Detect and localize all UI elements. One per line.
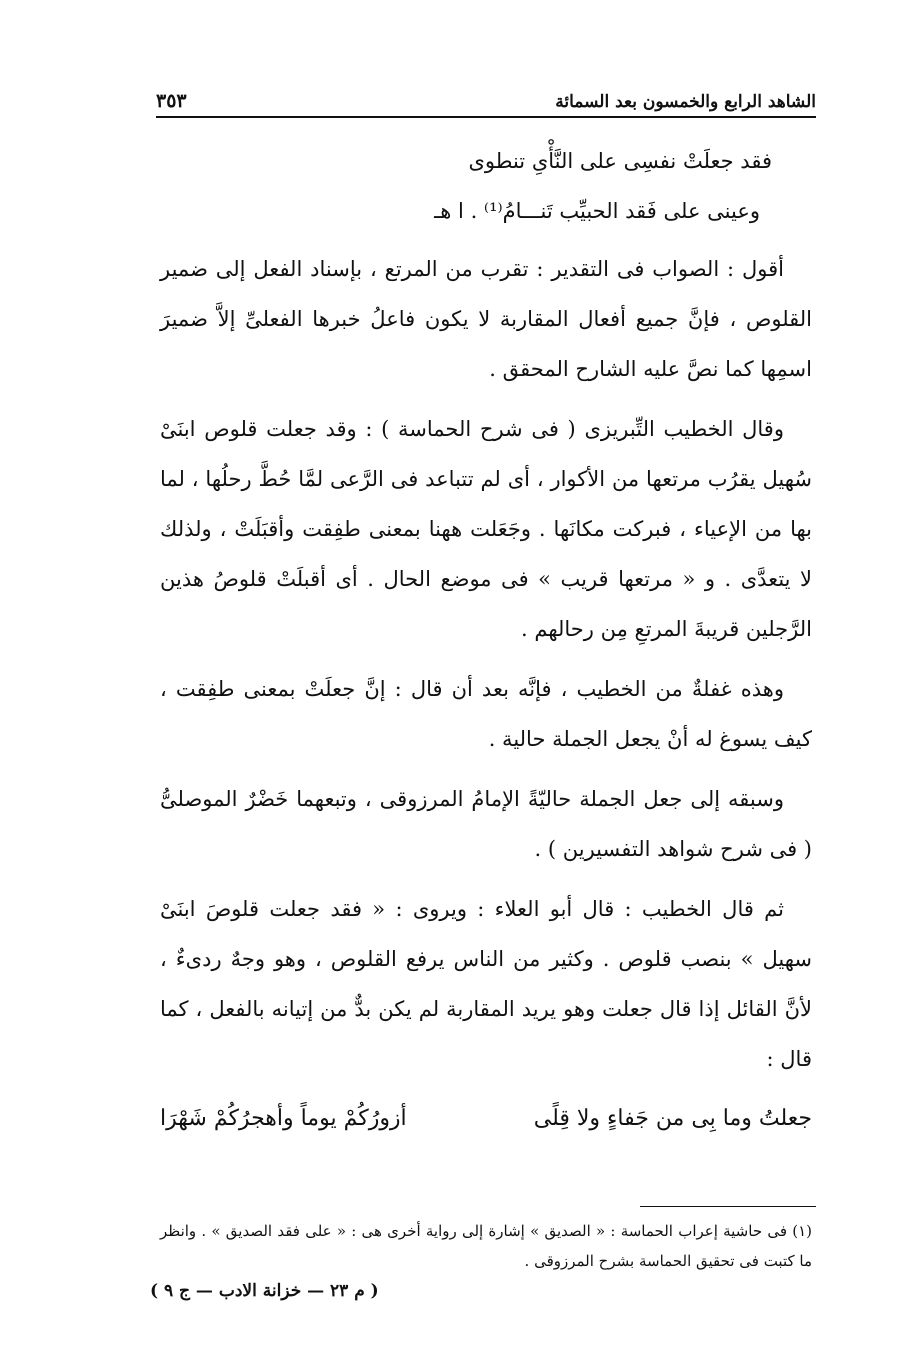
paragraph-4: وسبقه إلى جعل الجملة حاليّةً الإمامُ المرزوقى ، وتبعهما خَضْرٌ الموصلىُّ ( فى شرح شواهد التفسيرين ) . (160, 787, 812, 861)
signature-mark: ( م ٢٣ — خزانة الادب — ج ٩ ) (150, 1281, 379, 1301)
paragraph-5: ثم قال الخطيب : قال أبو العلاء : ويروى : « فقد جعلت قلوصَ ابنَىْ سهيل » بنصب قلوص . وكثير من الناس يرفع القلوص ، وهو وجهٌ ردىءٌ ، لأنَّ القائل إذا قال جعلت وهو يريد المقاربة لم يكن بدٌّ من إتيانه بالفعل ، كما قال : (160, 897, 812, 1071)
footnote-text: (١) فى حاشية إعراب الحماسة : « الصديق » إشارة إلى رواية أخرى هى : « على فقد الصديق » . وانظر ما كتبت فى تحقيق الحماسة بشرح المرزوقى . (160, 1222, 812, 1270)
verse-line-1: فقد جعلَتْ نفسِى على النَّأْىِ تنطوى (468, 149, 772, 173)
verse-line-2: وعينى على فَقد الحبيِّب تَنـــامُ⁽¹⁾ . ا هـ (434, 199, 760, 223)
running-header (156, 82, 816, 118)
footnote-divider (640, 1206, 816, 1207)
paragraph-3: وهذه غفلةٌ من الخطيب ، فإنَّه بعد أن قال : إنَّ جعلَتْ بمعنى طفِقت ، كيف يسوغ له أنْ يجعل الجملة حالية . (160, 677, 812, 751)
poem-hemistich-1: جعلتُ وما بِى من جَفاءٍ ولا قِلًى (533, 1106, 812, 1131)
page-body (160, 136, 812, 1144)
page-number: ٣٥٣ (156, 90, 187, 112)
poem-hemistich-2: أزورُكُمْ يوماً وأهجرُكُمْ شَهْرَا (160, 1106, 407, 1131)
poem-verse (160, 1094, 812, 1144)
paragraph-1: أقول : الصواب فى التقدير : تقرب من المرتع ، بإسناد الفعل إلى ضمير القلوص ، فإنَّ جميع أفعال المقاربة لا يكون فاعلُ خبرها الفعلىِّ إلاَّ ضميرَ اسمِها كما نصَّ عليه الشارح المحقق . (160, 257, 812, 381)
header-title: الشاهد الرابع والخمسون بعد السمائة (555, 92, 816, 112)
footnote (160, 1216, 812, 1276)
paragraph-2: وقال الخطيب التِّبريزى ( فى شرح الحماسة ) : وقد جعلت قلوص ابنَىْ سُهيل يقرُب مرتعها من الأكوار ، أى لم تتباعد فى الرَّعى لمَّا حُطَّ رحلُها ، لما بها من الإعياء ، فبركت مكانَها . وجَعَلت ههنا بمعنى طفِقت وأقبَلَتْ ، ولذلك لا يتعدَّى . و « مرتعها قريب » فى موضع الحال . أى أقبلَتْ قلوصُ هذين الرَّجلين قريبةَ المرتعِ مِن رحالهم . (160, 417, 812, 641)
